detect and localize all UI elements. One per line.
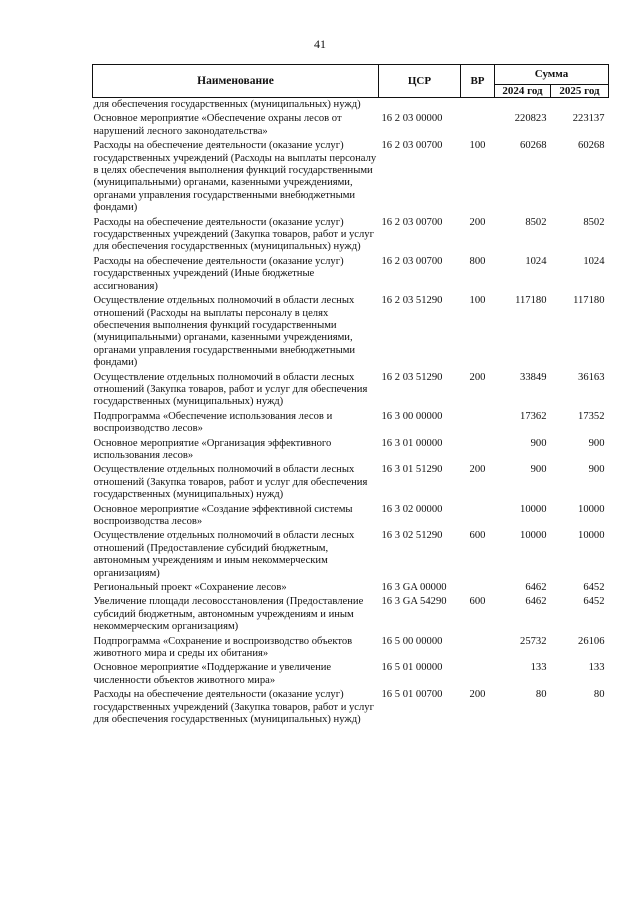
row-amount-2024: 8502 bbox=[525, 216, 547, 228]
row-csr: 16 3 01 51290 bbox=[381, 464, 443, 476]
row-name: Расходы на обеспечение деятельности (оказание услуг) государственных учреждений (Закупка товаров, работ и услуг для обеспечения государственных (муниципальных) нужд) bbox=[93, 689, 374, 726]
row-amount-2025: 900 bbox=[588, 464, 605, 476]
table-row bbox=[93, 438, 609, 465]
row-amount-2025: 900 bbox=[588, 437, 605, 449]
row-amount-2025: 133 bbox=[588, 662, 605, 674]
row-amount-2025: 80 bbox=[593, 689, 605, 701]
row-vr bbox=[461, 504, 495, 531]
row-vr: 200 bbox=[469, 216, 486, 228]
row-csr bbox=[379, 98, 461, 114]
row-name: Увеличение площади лесовосстановления (Предоставление субсидий бюджетным, автономным учреждениям и иным некоммерческим организациям) bbox=[93, 596, 364, 633]
table-row bbox=[93, 530, 609, 582]
table-body bbox=[93, 98, 609, 729]
row-vr: 200 bbox=[469, 371, 486, 383]
page-number: 41 bbox=[314, 37, 326, 51]
row-amount-2024: 6462 bbox=[525, 582, 547, 594]
row-amount-2024: 6462 bbox=[525, 596, 547, 608]
row-name: Расходы на обеспечение деятельности (оказание услуг) государственных учреждений (Расходы на выплаты персоналу в целях обеспечения выполнения функций государственными (муниципальными) органами, казенными учреждениями, органами управления государственными внебюджетными фондами) bbox=[93, 140, 377, 214]
row-vr: 200 bbox=[469, 689, 486, 701]
table-row bbox=[93, 295, 609, 371]
table-row bbox=[93, 372, 609, 411]
header-csr: ЦСР bbox=[379, 65, 461, 98]
row-amount-2025: 223137 bbox=[572, 113, 605, 125]
row-amount-2025: 36163 bbox=[578, 371, 605, 383]
table-row bbox=[93, 596, 609, 635]
row-amount-2024: 220823 bbox=[514, 113, 547, 125]
row-csr: 16 3 01 00000 bbox=[381, 437, 443, 449]
row-amount-2025: 17352 bbox=[578, 410, 605, 422]
header-year-2024: 2024 год bbox=[495, 85, 551, 98]
row-amount-2024: 900 bbox=[530, 437, 547, 449]
row-amount-2025: 6452 bbox=[583, 596, 605, 608]
table-row bbox=[93, 689, 609, 728]
table-header bbox=[93, 65, 609, 98]
table-row bbox=[93, 464, 609, 503]
row-amount-2024: 10000 bbox=[520, 530, 547, 542]
row-vr bbox=[461, 636, 495, 663]
row-vr: 600 bbox=[469, 596, 486, 608]
row-amount-2025 bbox=[551, 98, 609, 114]
row-amount-2024: 17362 bbox=[520, 410, 547, 422]
row-amount-2025: 117180 bbox=[573, 295, 605, 307]
row-vr: 100 bbox=[469, 295, 486, 307]
row-amount-2024: 117180 bbox=[515, 295, 547, 307]
table-row bbox=[93, 256, 609, 295]
row-name: Осуществление отдельных полномочий в области лесных отношений (Закупка товаров, работ и услуг для обеспечения государственных (муниципальных) нужд) bbox=[93, 464, 368, 501]
row-csr: 16 2 03 51290 bbox=[381, 371, 443, 383]
header-sum: Сумма bbox=[495, 65, 609, 85]
row-csr: 16 5 01 00700 bbox=[381, 689, 443, 701]
header-vr: ВР bbox=[461, 65, 495, 98]
row-amount-2024: 25732 bbox=[520, 635, 547, 647]
row-amount-2024: 10000 bbox=[520, 503, 547, 515]
row-name: Осуществление отдельных полномочий в области лесных отношений (Закупка товаров, работ и услуг для обеспечения государственных (муниципальных) нужд) bbox=[93, 371, 368, 408]
row-amount-2025: 10000 bbox=[578, 503, 605, 515]
row-vr: 200 bbox=[469, 464, 486, 476]
row-amount-2024: 1024 bbox=[525, 255, 547, 267]
row-name: Подпрограмма «Обеспечение использования лесов и воспроизводство лесов» bbox=[93, 410, 333, 435]
table-row bbox=[93, 98, 609, 114]
row-vr bbox=[461, 438, 495, 465]
row-amount-2025: 1024 bbox=[583, 255, 605, 267]
row-amount-2025: 26106 bbox=[578, 635, 605, 647]
row-csr: 16 3 02 51290 bbox=[381, 530, 443, 542]
table-row bbox=[93, 636, 609, 663]
row-name: Осуществление отдельных полномочий в области лесных отношений (Предоставление субсидий бюджетным, автономным учреждениям и иным некоммерческим организациям) bbox=[93, 530, 355, 579]
header-year-2025: 2025 год bbox=[551, 85, 609, 98]
row-amount-2024: 33849 bbox=[520, 371, 547, 383]
row-csr: 16 3 GA 54290 bbox=[381, 596, 447, 608]
row-amount-2025: 8502 bbox=[583, 216, 605, 228]
row-amount-2024: 900 bbox=[530, 464, 547, 476]
row-csr: 16 2 03 00000 bbox=[381, 113, 443, 125]
row-vr: 600 bbox=[469, 530, 486, 542]
row-csr: 16 2 03 51290 bbox=[381, 295, 443, 307]
row-amount-2025: 60268 bbox=[578, 140, 605, 152]
table-row bbox=[93, 140, 609, 216]
row-csr: 16 5 01 00000 bbox=[381, 662, 443, 674]
row-csr: 16 3 02 00000 bbox=[381, 503, 443, 515]
table-row bbox=[93, 411, 609, 438]
row-vr bbox=[461, 582, 495, 596]
row-vr bbox=[461, 411, 495, 438]
row-name: Основное мероприятие «Организация эффективного использования лесов» bbox=[93, 437, 332, 461]
row-vr: 100 bbox=[469, 140, 486, 152]
row-name: Осуществление отдельных полномочий в области лесных отношений (Расходы на выплаты персоналу в целях обеспечения выполнения функций государственными (муниципальными) органами, казенными учреждениями, органами управления государственными внебюджетными фондами) bbox=[93, 295, 356, 369]
row-csr: 16 2 03 00700 bbox=[381, 140, 443, 152]
row-amount-2024: 80 bbox=[535, 689, 547, 701]
row-name: Подпрограмма «Сохранение и воспроизводство объектов животного мира и среды их обитания» bbox=[93, 635, 353, 660]
row-name: Основное мероприятие «Поддержание и увеличение численности объектов животного мира» bbox=[93, 662, 332, 686]
row-vr: 800 bbox=[469, 255, 486, 267]
table-row bbox=[93, 504, 609, 531]
row-name: для обеспечения государственных (муниципальных) нужд) bbox=[93, 99, 361, 110]
budget-table bbox=[92, 64, 609, 729]
row-csr: 16 5 00 00000 bbox=[381, 635, 443, 647]
row-vr bbox=[461, 662, 495, 689]
row-name: Расходы на обеспечение деятельности (оказание услуг) государственных учреждений (Закупка товаров, работ и услуг для обеспечения государственных (муниципальных) нужд) bbox=[93, 216, 374, 253]
row-name: Расходы на обеспечение деятельности (оказание услуг) государственных учреждений (Иные бюджетные ассигнования) bbox=[93, 255, 344, 292]
row-vr bbox=[461, 113, 495, 140]
row-csr: 16 3 GA 00000 bbox=[381, 582, 447, 594]
row-name: Основное мероприятие «Создание эффективной системы воспроизводства лесов» bbox=[93, 503, 353, 527]
row-csr: 16 2 03 00700 bbox=[381, 255, 443, 267]
table-row bbox=[93, 582, 609, 596]
row-amount-2024: 60268 bbox=[520, 140, 547, 152]
row-name: Основное мероприятие «Обеспечение охраны лесов от нарушений лесного законодательства» bbox=[93, 113, 342, 137]
row-amount-2024 bbox=[495, 98, 551, 114]
table-row bbox=[93, 217, 609, 256]
row-csr: 16 3 00 00000 bbox=[381, 410, 443, 422]
row-amount-2025: 6452 bbox=[583, 582, 605, 594]
row-amount-2025: 10000 bbox=[578, 530, 605, 542]
header-name: Наименование bbox=[93, 65, 379, 98]
row-amount-2024: 133 bbox=[530, 662, 547, 674]
row-csr: 16 2 03 00700 bbox=[381, 216, 443, 228]
table-row bbox=[93, 662, 609, 689]
table-row bbox=[93, 113, 609, 140]
row-vr bbox=[461, 98, 495, 114]
row-name: Региональный проект «Сохранение лесов» bbox=[93, 582, 287, 594]
